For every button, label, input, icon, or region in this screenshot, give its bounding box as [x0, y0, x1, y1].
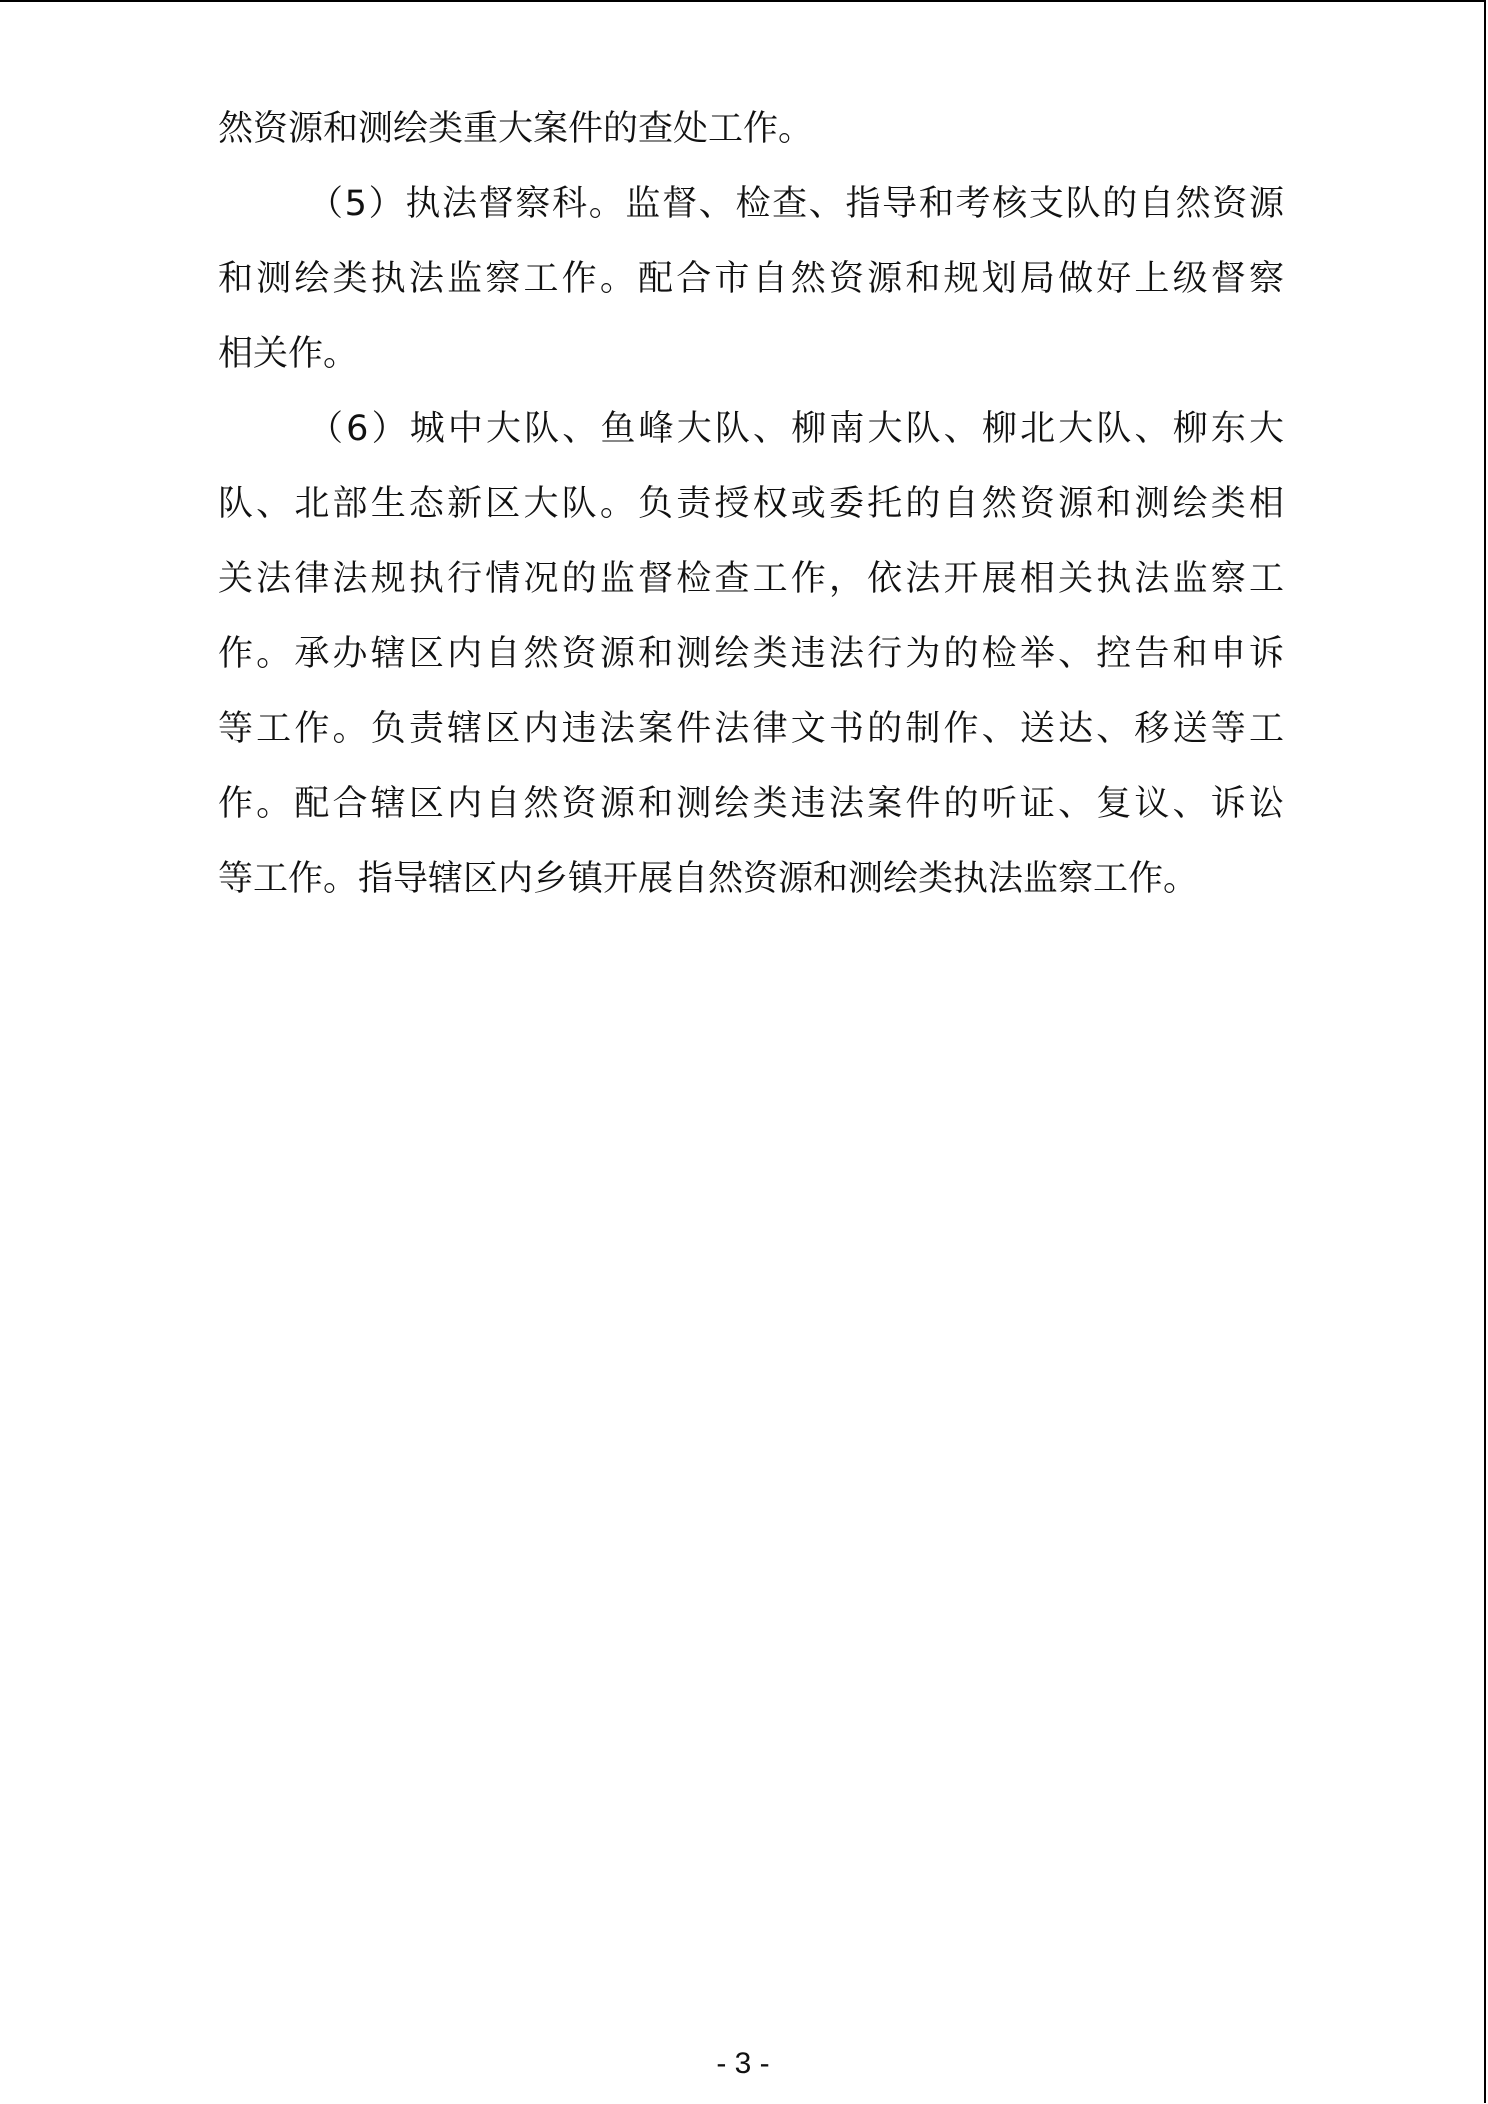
- paragraph-line: （6）城中大队、鱼峰大队、柳南大队、柳北大队、柳东大: [308, 409, 1284, 449]
- paragraph-line: 相关作。: [218, 334, 359, 374]
- paragraph-line: 等工作。指导辖区内乡镇开展自然资源和测绘类执法监察工作。: [218, 859, 1199, 899]
- page-number: - 3 -: [716, 2047, 770, 2080]
- paragraph-line: 然资源和测绘类重大案件的查处工作。: [218, 109, 814, 149]
- paragraph-line: 等工作。负责辖区内违法案件法律文书的制作、送达、移送等工: [218, 709, 1284, 749]
- paragraph-line: 和测绘类执法监察工作。配合市自然资源和规划局做好上级督察: [218, 259, 1284, 299]
- paragraph-line: 作。承办辖区内自然资源和测绘类违法行为的检举、控告和申诉: [218, 634, 1284, 674]
- paragraph-line: 队、北部生态新区大队。负责授权或委托的自然资源和测绘类相: [218, 484, 1284, 524]
- paragraph-line: 作。配合辖区内自然资源和测绘类违法案件的听证、复议、诉讼: [218, 784, 1284, 824]
- paragraph-line: （5）执法督察科。监督、检查、指导和考核支队的自然资源: [308, 184, 1284, 224]
- paragraph-line: 关法律法规执行情况的监督检查工作，依法开展相关执法监察工: [218, 559, 1284, 599]
